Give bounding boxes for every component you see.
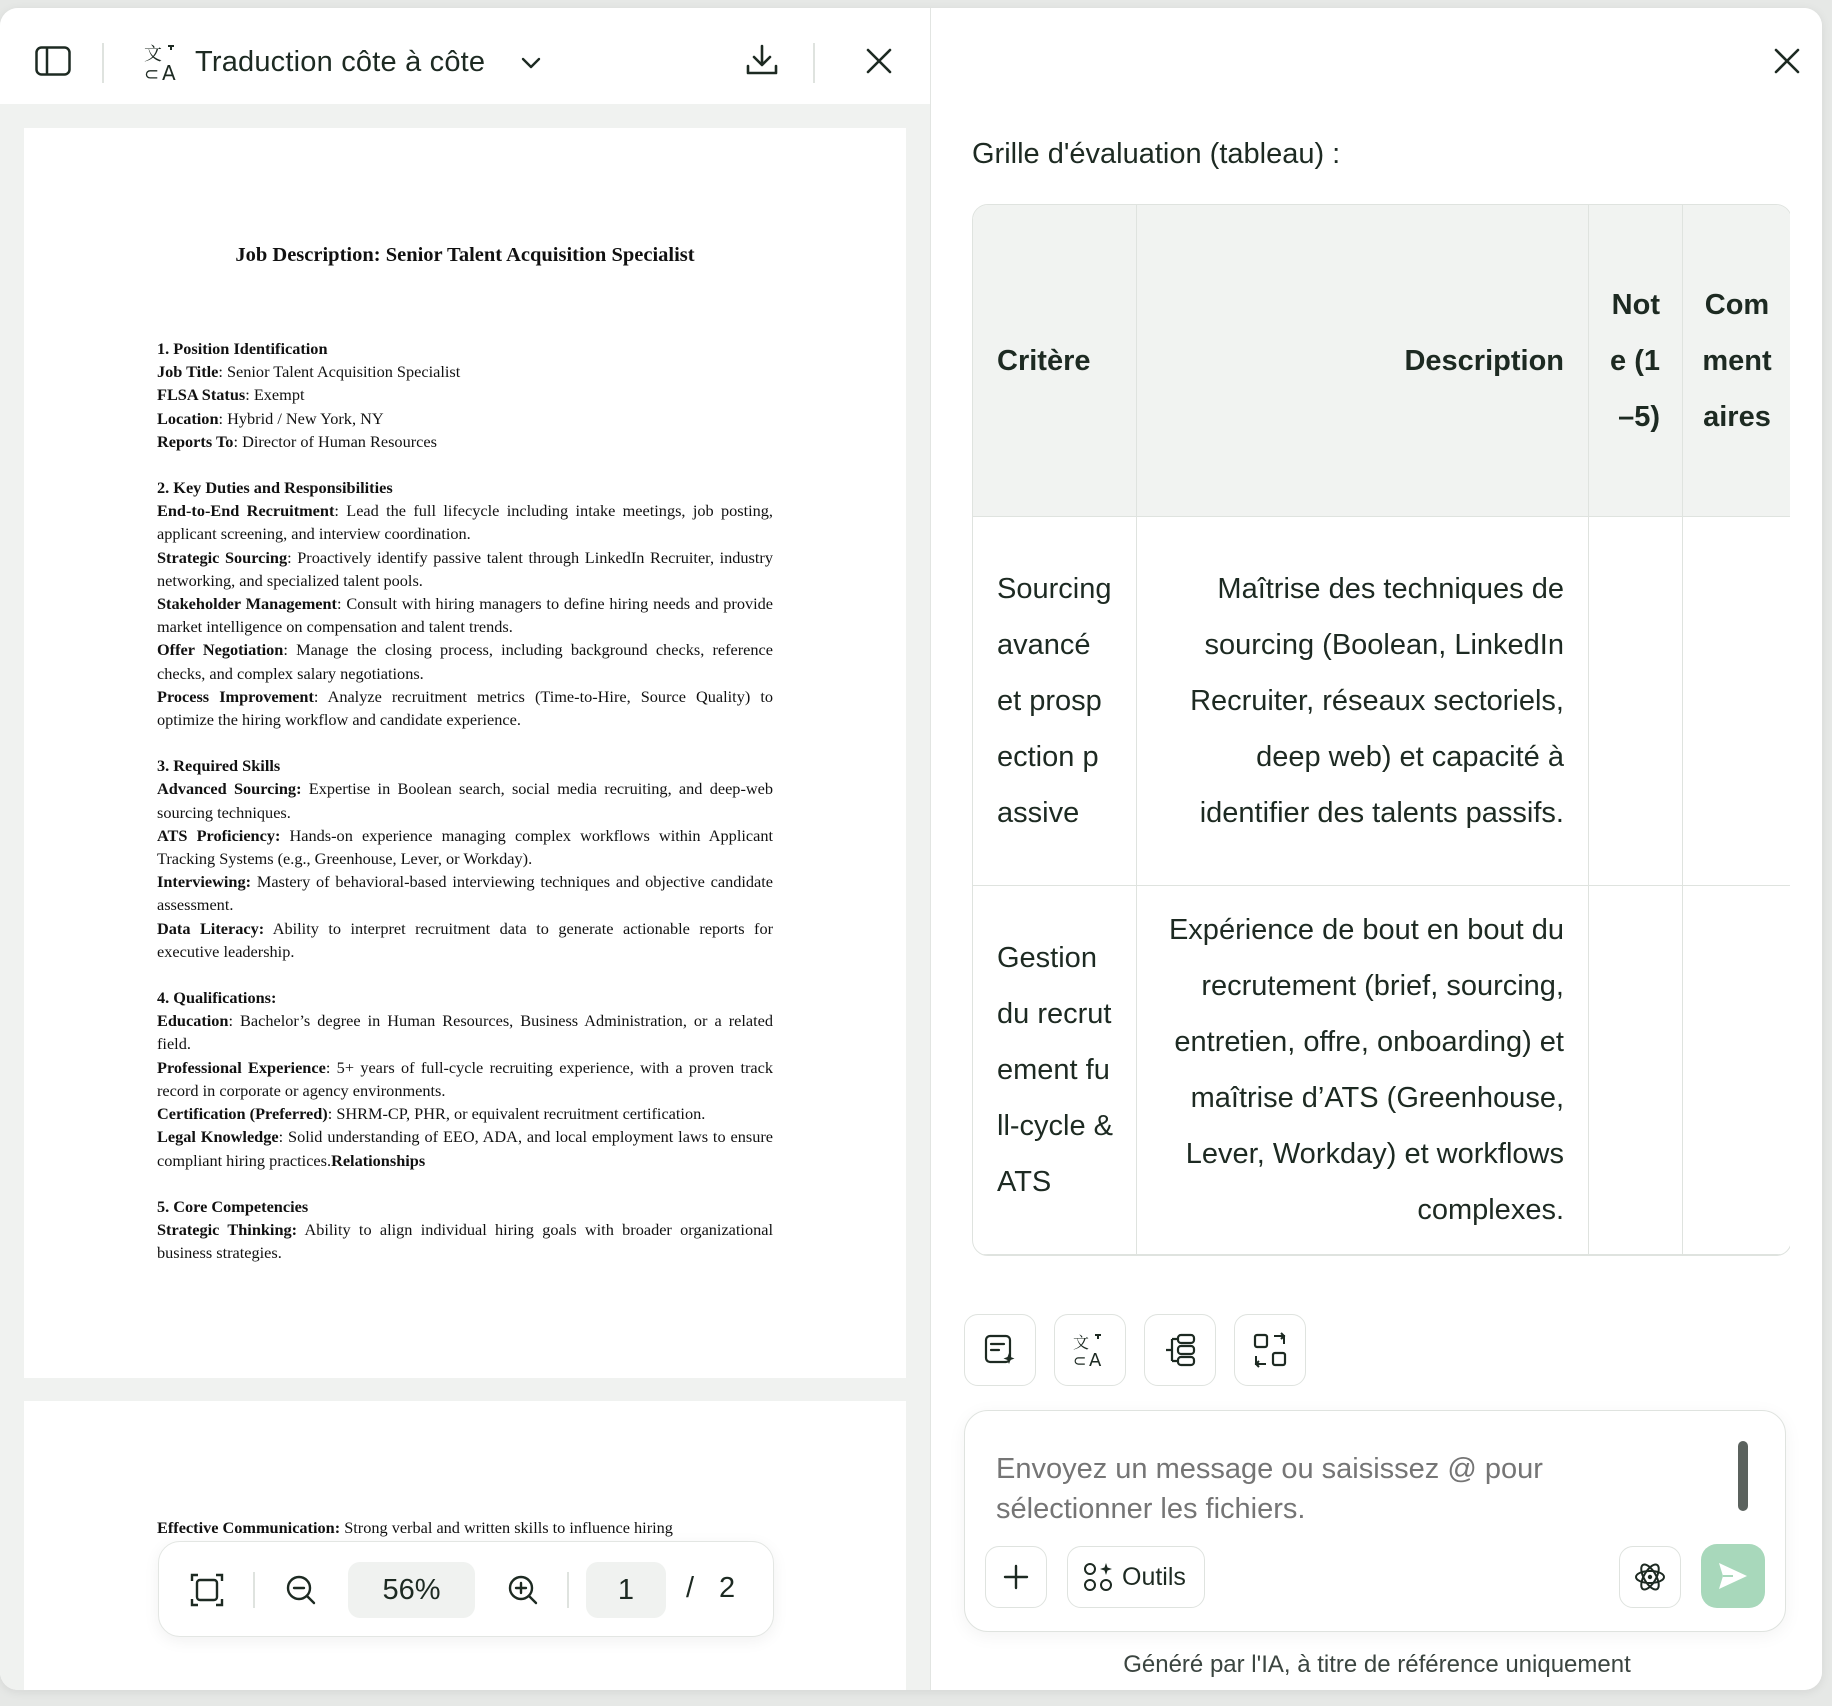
plus-icon [1003,1564,1029,1590]
paragraph-label: ATS Proficiency: [157,825,281,845]
svg-text:⊂: ⊂ [144,64,160,82]
paragraph-text: 5+ years of full-cycle recruiting experience, with a proven track record in corporate or agency environments. [157,1057,773,1100]
zoom-divider [253,1572,255,1608]
paragraph-text: Strong verbal and written skills to influence hiring [344,1518,673,1537]
paragraph-text: Director of Human Resources [242,431,437,451]
mindmap-icon [1162,1332,1198,1368]
paragraph-label: Interviewing: [157,872,252,892]
document-section [157,986,773,1172]
table-row [973,886,1790,1255]
paragraph-separator: : [313,686,328,706]
paragraph-label: Certification (Preferred) [157,1104,328,1124]
criterion-cell: Sourcing avancé et prospection passive [973,517,1137,886]
document-paragraph [157,546,773,592]
paragraph-text: Analyze recruitment metrics (Time-to-Hire, Source Quality) to optimize the hiring workflow and candidate experience. [157,686,773,730]
paragraph-separator [264,919,273,938]
section-title: 1. Position Identification [157,339,328,358]
paragraph-text: Exempt [253,385,305,405]
header-divider [813,43,815,83]
app-window [0,8,1822,1690]
svg-text:⊂: ⊂ [1073,1351,1087,1369]
document-paragraph [157,499,773,545]
paragraph-text: Hands-on experience managing complex workflows within Applicant Tracking Systems (e.g., Greenhouse, Lever, or Workday). [157,825,773,869]
paragraph-label: FLSA Status [157,385,246,405]
header-divider [102,43,104,83]
svg-text:文: 文 [144,44,162,65]
paragraph-separator: : [336,594,347,614]
paragraph-text: Solid understanding of EEO, ADA, and local employment laws to ensure compliant hiring practices. [157,1127,773,1170]
paragraph-text: Hybrid / New York, NY [227,408,384,428]
message-composer [964,1410,1786,1632]
translate-icon [1071,1331,1109,1369]
document-viewer-pane [0,8,931,1690]
paragraph-label: Stakeholder Management [157,594,337,614]
sidebar-toggle-icon[interactable] [30,38,76,84]
document-paragraph [157,824,773,870]
paragraph-separator: : [218,408,228,428]
atom-icon [1633,1560,1667,1594]
evaluation-table-container[interactable] [972,204,1790,1262]
column-header-criterion: Critère [973,205,1137,517]
column-header-note: Note (1–5) [1589,205,1683,517]
zoom-level[interactable]: 56% [348,1562,475,1618]
zoom-in-icon[interactable] [505,1572,541,1608]
paragraph-text: Bachelor’s degree in Human Resources, Business Administration, or a related field. [157,1011,773,1054]
close-icon[interactable] [862,44,896,78]
document-paragraph [157,430,773,453]
document-paragraph [157,777,773,823]
close-icon[interactable] [1770,44,1804,78]
paragraph-label: Education [157,1011,229,1031]
paragraph-label: Strategic Sourcing [157,547,288,567]
paragraph-label: Reports To [157,431,234,451]
ai-summary-icon [983,1333,1017,1367]
document-section [157,1195,773,1265]
add-attachment-button[interactable] [985,1546,1047,1608]
assistant-pane [932,8,1822,1690]
criterion-cell: Gestion du recrutement full-cycle & ATS [973,886,1137,1255]
paragraph-separator: : [287,547,298,567]
paragraph-label: End-to-End Recruitment [157,501,335,521]
paragraph-label: Process Improvement [157,686,314,706]
svg-text:A: A [162,61,176,82]
paragraph-separator: : [228,1011,241,1031]
paragraph-label: Job Title [157,362,219,382]
paragraph-label: Location [157,408,219,428]
tools-icon [1082,1561,1114,1593]
ai-disclaimer: Généré par l'IA, à titre de référence uniquement [1123,1651,1631,1678]
paragraph-label: Professional Experience [157,1057,326,1077]
translate-icon [142,42,182,82]
paragraph-text: SHRM-CP, PHR, or equivalent recruitment certification. [336,1104,706,1124]
paragraph-separator: : [278,1127,289,1147]
paragraph-tail: Relationships [331,1150,426,1170]
section-title: 4. Qualifications: [157,988,277,1008]
paragraph-label: Data Literacy: [157,918,265,938]
column-header-description: Description [1137,205,1589,517]
total-pages: 2 [719,1572,736,1604]
send-button[interactable] [1701,1544,1765,1608]
section-title: 5. Core Competencies [157,1196,309,1216]
svg-text:A: A [1089,1350,1102,1369]
comment-cell [1683,886,1790,1255]
document-body-page-2 [157,1516,773,1539]
document-paragraph [157,360,773,383]
document-paragraph [157,1218,773,1264]
paragraph-text: Consult with hiring managers to define hiring needs and provide market intelligence on compensation and talent trends. [157,594,773,637]
section-title: 2. Key Duties and Responsibilities [157,478,393,498]
document-paragraph [157,685,773,731]
fit-page-icon[interactable] [189,1572,225,1608]
description-cell: Maîtrise des techniques de sourcing (Boolean, LinkedIn Recruiter, réseaux sectoriels, deep web) et capacité à identifier des talents passifs. [1137,517,1589,886]
paragraph-separator: : [283,640,297,660]
paragraph-separator: : [327,1104,337,1124]
document-paragraph [157,1125,773,1171]
paragraph-label: Strategic Thinking: [157,1219,298,1239]
document-paragraph [157,592,773,638]
convert-button[interactable] [1234,1314,1306,1386]
column-header-comments: Commentaires [1683,205,1790,517]
response-heading: Grille d'évaluation (tableau) : [972,138,1341,170]
paragraph-text: Manage the closing process, including background checks, reference checks, and complex salary negotiations. [157,640,773,683]
description-cell: Expérience de bout en bout du recrutement (brief, sourcing, entretien, offre, onboarding) et maîtrise d’ATS (Greenhouse, Lever, Workday) et workflows complexes. [1137,886,1589,1255]
paragraph-text: Ability to interpret recruitment data to generate actionable reports for executive leadership. [157,918,774,961]
svg-text:文: 文 [1073,1333,1090,1352]
page-number-input[interactable]: 1 [586,1562,666,1618]
zoom-toolbar [158,1541,774,1637]
translate-button[interactable] [1054,1314,1126,1386]
table-row [973,517,1790,886]
paragraph-text: Expertise in Boolean search, social media recruiting, and deep-web sourcing techniques. [157,779,773,822]
document-section [157,754,773,963]
document-section [157,337,773,453]
paragraph-separator: : [334,501,347,521]
document-section [157,476,773,731]
document-paragraph [157,1056,773,1102]
tools-label: Outils [1122,1562,1186,1591]
evaluation-table [972,204,1790,1256]
message-input[interactable] [996,1449,1696,1535]
document-paragraph [157,870,773,916]
note-cell [1589,886,1683,1255]
chevron-down-icon[interactable] [518,50,544,76]
document-paragraph [157,917,773,963]
paragraph-label: Advanced Sourcing: [157,779,302,799]
section-title: 3. Required Skills [157,756,281,776]
convert-icon [1252,1332,1288,1368]
paragraph-text: Mastery of behavioral-based interviewing techniques and objective candidate assessment. [157,872,773,915]
document-paragraph [157,1102,773,1125]
document-paragraph [157,1516,773,1539]
document-body [157,337,773,1287]
paragraph-text: Lead the full lifecycle including intake meetings, job posting, applicant screening, and interview coordination. [157,501,773,544]
zoom-divider [567,1572,569,1608]
table-header-row [973,205,1790,517]
document-paragraph [157,407,773,430]
deep-think-button[interactable] [1619,1546,1681,1608]
paragraph-label: Offer Negotiation [157,640,284,660]
comment-cell [1683,517,1790,886]
document-paragraph [157,383,773,406]
paragraph-separator: : [218,362,227,382]
viewer-header [0,8,930,104]
ai-summary-button[interactable] [964,1314,1036,1386]
paragraph-label: Legal Knowledge [157,1127,279,1147]
paragraph-separator [280,826,289,845]
send-icon [1716,1559,1750,1593]
paragraph-text: Senior Talent Acquisition Specialist [226,362,461,382]
paragraph-text: Ability to align individual hiring goals with broader organizational business strategies. [157,1219,773,1263]
page-separator: / [686,1572,695,1604]
tools-button[interactable] [1067,1546,1205,1608]
document-page-1 [24,128,906,1378]
document-title: Job Description: Senior Talent Acquisition Specialist [235,244,695,266]
document-paragraph [157,1009,773,1055]
paragraph-separator [302,779,309,798]
download-icon[interactable] [742,40,782,80]
paragraph-separator: : [325,1057,337,1077]
document-paragraph [157,638,773,684]
viewer-title[interactable]: Traduction côte à côte [195,46,486,78]
paragraph-separator: : [245,385,254,405]
zoom-out-icon[interactable] [283,1572,319,1608]
mindmap-button[interactable] [1144,1314,1216,1386]
paragraph-label: Effective Communication: [157,1518,341,1537]
note-cell [1589,517,1683,886]
composer-scrollbar[interactable] [1738,1441,1748,1511]
paragraph-text: Proactively identify passive talent through LinkedIn Recruiter, industry networking, and specialized talent pools. [157,547,773,590]
paragraph-separator: : [233,431,243,451]
